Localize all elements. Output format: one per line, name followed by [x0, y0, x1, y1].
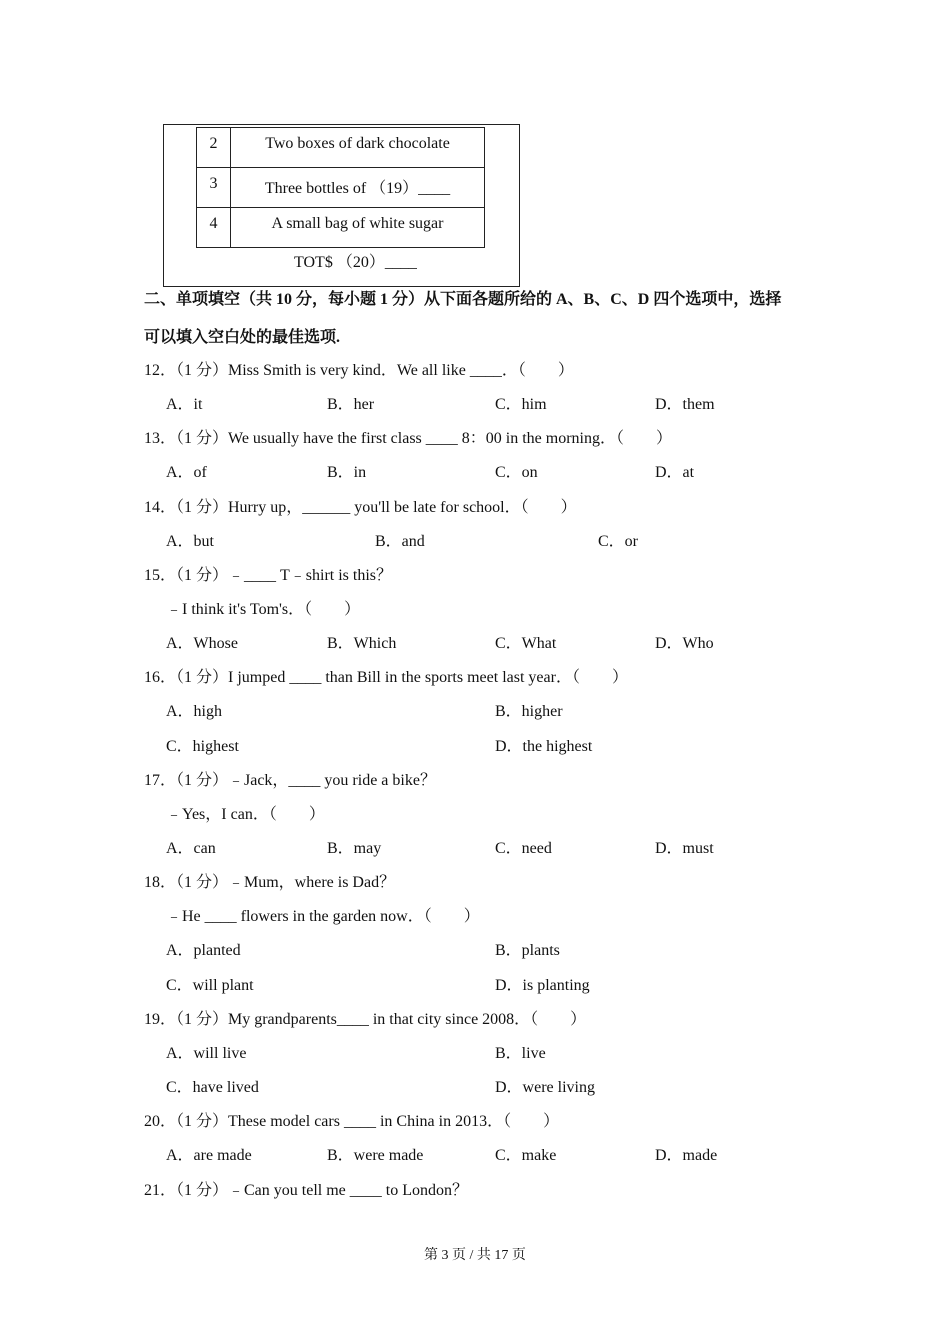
question-17-stem2: ﹣Yes，I can．（ ） — [166, 806, 325, 823]
q15-option-b[interactable]: B．Which — [327, 635, 397, 652]
table-row — [197, 128, 485, 168]
q16-option-b[interactable]: B．higher — [495, 703, 563, 720]
q19-option-c[interactable]: C．have lived — [166, 1079, 259, 1096]
section-heading-line1: 二、单项填空（共 10 分，每小题 1 分）从下面各题所给的 A、B、C、D 四个选项中，选择 — [144, 291, 782, 308]
q17-option-c[interactable]: C．need — [495, 840, 552, 857]
q17-option-b[interactable]: B．may — [327, 840, 382, 857]
question-15-stem2: ﹣I think it's Tom's．（ ） — [166, 601, 361, 618]
row-item: Three bottles of （19）____ — [231, 168, 485, 208]
q15-option-a[interactable]: A．Whose — [166, 635, 238, 652]
row-item: A small bag of white sugar — [231, 208, 485, 248]
q20-option-d[interactable]: D．made — [655, 1147, 718, 1164]
page-footer: 第 3 页 / 共 17 页 — [424, 1248, 526, 1263]
table-row — [197, 168, 485, 208]
row-number: 2 — [197, 128, 231, 168]
q13-option-a[interactable]: A．of — [166, 464, 207, 481]
shopping-list-table — [196, 127, 485, 248]
q19-option-b[interactable]: B．live — [495, 1045, 546, 1062]
section-heading-line2: 可以填入空白处的最佳选项. — [144, 329, 341, 346]
q16-option-c[interactable]: C．highest — [166, 738, 239, 755]
q20-option-a[interactable]: A．are made — [166, 1147, 252, 1164]
q19-option-a[interactable]: A．will live — [166, 1045, 247, 1062]
q17-option-d[interactable]: D．must — [655, 840, 714, 857]
question-18-stem2: ﹣He ____ flowers in the garden now．（ ） — [166, 908, 480, 925]
q19-option-d[interactable]: D．were living — [495, 1079, 595, 1096]
table-total: TOT$ （20）____ — [294, 254, 417, 271]
q15-option-c[interactable]: C．What — [495, 635, 557, 652]
row-number: 4 — [197, 208, 231, 248]
row-number: 3 — [197, 168, 231, 208]
question-17-stem: 17．（1 分）﹣Jack，____ you ride a bike？ — [144, 772, 436, 789]
row-item: Two boxes of dark chocolate — [231, 128, 485, 168]
q18-option-b[interactable]: B．plants — [495, 942, 560, 959]
q17-option-a[interactable]: A．can — [166, 840, 216, 857]
question-19-stem: 19．（1 分）My grandparents____ in that city since 2008．（ ） — [144, 1011, 587, 1028]
question-16-stem: 16．（1 分）I jumped ____ than Bill in the sports meet last year．（ ） — [144, 669, 628, 686]
q15-option-d[interactable]: D．Who — [655, 635, 714, 652]
q12-option-b[interactable]: B．her — [327, 396, 375, 413]
q12-option-c[interactable]: C．him — [495, 396, 547, 413]
q20-option-b[interactable]: B．were made — [327, 1147, 424, 1164]
question-18-stem: 18．（1 分）﹣Mum，where is Dad？ — [144, 874, 396, 891]
q14-option-a[interactable]: A．but — [166, 533, 215, 550]
question-12-stem: 12．（1 分）Miss Smith is very kind．We all like ____．（ ） — [144, 362, 574, 379]
q16-option-d[interactable]: D．the highest — [495, 738, 593, 755]
q16-option-a[interactable]: A．high — [166, 703, 223, 720]
question-21-stem: 21．（1 分）﹣Can you tell me ____ to London？ — [144, 1182, 468, 1199]
q12-option-a[interactable]: A．it — [166, 396, 203, 413]
question-15-stem: 15．（1 分）﹣____ T﹣shirt is this？ — [144, 567, 393, 584]
q18-option-c[interactable]: C．will plant — [166, 977, 254, 994]
q14-option-c[interactable]: C．or — [598, 533, 639, 550]
table-row — [197, 208, 485, 248]
question-20-stem: 20．（1 分）These model cars ____ in China in 2013．（ ） — [144, 1113, 560, 1130]
q13-option-b[interactable]: B．in — [327, 464, 367, 481]
q14-option-b[interactable]: B．and — [375, 533, 425, 550]
q12-option-d[interactable]: D．them — [655, 396, 715, 413]
question-13-stem: 13．（1 分）We usually have the first class ____ 8：00 in the morning．（ ） — [144, 430, 672, 447]
q18-option-d[interactable]: D．is planting — [495, 977, 590, 994]
q13-option-c[interactable]: C．on — [495, 464, 538, 481]
question-14-stem: 14．（1 分）Hurry up，______ you'll be late for school．（ ） — [144, 499, 577, 516]
q20-option-c[interactable]: C．make — [495, 1147, 557, 1164]
q13-option-d[interactable]: D．at — [655, 464, 695, 481]
q18-option-a[interactable]: A．planted — [166, 942, 241, 959]
